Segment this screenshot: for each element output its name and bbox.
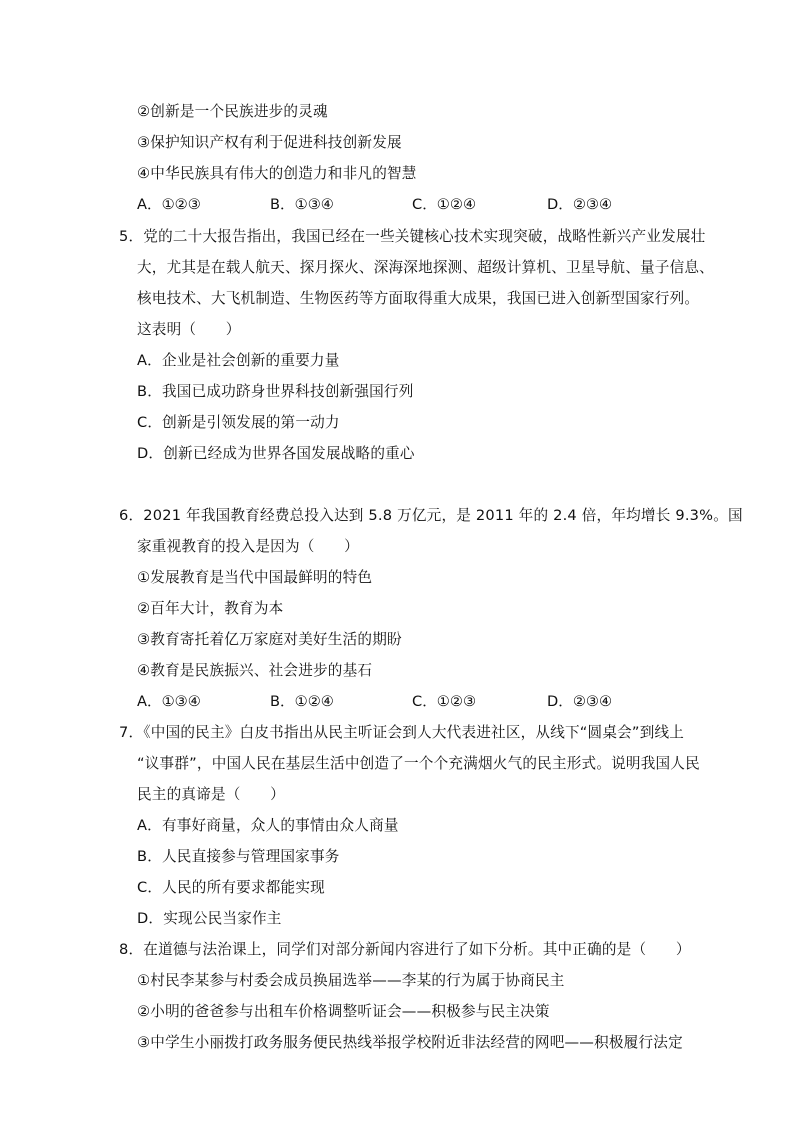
- q6-item-3: ③教育寄托着亿万家庭对美好生活的期盼: [137, 631, 402, 648]
- q8-item-2: ②小明的爸爸参与出租车价格调整听证会——积极参与民主决策: [137, 1003, 550, 1020]
- q5-stem-line-1: 5．党的二十大报告指出，我国已经在一些关键核心技术实现突破，战略性新兴产业发展壮: [119, 228, 706, 245]
- q5-option-d: D．创新已经成为世界各国发展战略的重心: [137, 445, 415, 462]
- q7-option-d: D．实现公民当家作主: [137, 910, 282, 927]
- q4-item-4: ④中华民族具有伟大的创造力和非凡的智慧: [137, 165, 417, 182]
- q4-item-3: ③保护知识产权有利于促进科技创新发展: [137, 134, 402, 151]
- q5-stem-line-2: 大，尤其是在载人航天、探月探火、深海深地探测、超级计算机、卫星导航、量子信息、: [137, 259, 714, 276]
- q4-item-2: ②创新是一个民族进步的灵魂: [137, 103, 328, 120]
- q8-item-1: ①村民李某参与村委会成员换届选举——李某的行为属于协商民主: [137, 972, 565, 989]
- q4-options: [137, 195, 697, 215]
- q4-option-d: D．②③④: [547, 196, 613, 213]
- q7-stem-line-2: “议事群”，中国人民在基层生活中创造了一个个充满烟火气的民主形式。说明我国人民: [137, 755, 700, 772]
- q6-options: [137, 692, 697, 712]
- q4-option-b: B．①③④: [270, 196, 334, 213]
- q5-option-c: C．创新是引领发展的第一动力: [137, 414, 340, 431]
- q8-item-3: ③中学生小丽拨打政务服务便民热线举报学校附近非法经营的网吧——积极履行法定: [137, 1034, 683, 1051]
- q6-item-2: ②百年大计，教育为本: [137, 600, 284, 617]
- q6-option-d: D．②③④: [547, 693, 613, 710]
- q4-option-c: C．①②④: [412, 196, 477, 213]
- q6-option-a: A．①③④: [137, 693, 201, 710]
- q6-item-1: ①发展教育是当代中国最鲜明的特色: [137, 569, 373, 586]
- q6-option-c: C．①②③: [412, 693, 477, 710]
- q7-option-c: C．人民的所有要求都能实现: [137, 879, 325, 896]
- q7-option-b: B．人民直接参与管理国家事务: [137, 848, 340, 865]
- q4-option-a: A．①②③: [137, 196, 201, 213]
- q7-stem-line-3: 民主的真谛是（ ）: [137, 786, 285, 803]
- q5-stem-line-3: 核电技术、大飞机制造、生物医药等方面取得重大成果，我国已进入创新型国家行列。: [137, 290, 700, 307]
- q5-stem-line-4: 这表明（ ）: [137, 321, 241, 338]
- q6-item-4: ④教育是民族振兴、社会进步的基石: [137, 662, 373, 679]
- q7-option-a: A．有事好商量，众人的事情由众人商量: [137, 817, 399, 834]
- q6-stem-line-1: 6．2021 年我国教育经费总投入达到 5.8 万亿元，是 2011 年的 2.4 倍，年均增长 9.3%。国: [119, 507, 743, 524]
- q5-option-b: B．我国已成功跻身世界科技创新强国行列: [137, 383, 414, 400]
- q5-option-a: A．企业是社会创新的重要力量: [137, 352, 340, 369]
- q6-stem-line-2: 家重视教育的投入是因为（ ）: [137, 538, 359, 555]
- q8-stem-line-1: 8．在道德与法治课上，同学们对部分新闻内容进行了如下分析。其中正确的是（ ）: [119, 941, 691, 958]
- q6-option-b: B．①②④: [270, 693, 334, 710]
- q7-stem-line-1: 7．《中国的民主》白皮书指出从民主听证会到人大代表进社区，从线下“圆桌会”到线上: [119, 724, 685, 741]
